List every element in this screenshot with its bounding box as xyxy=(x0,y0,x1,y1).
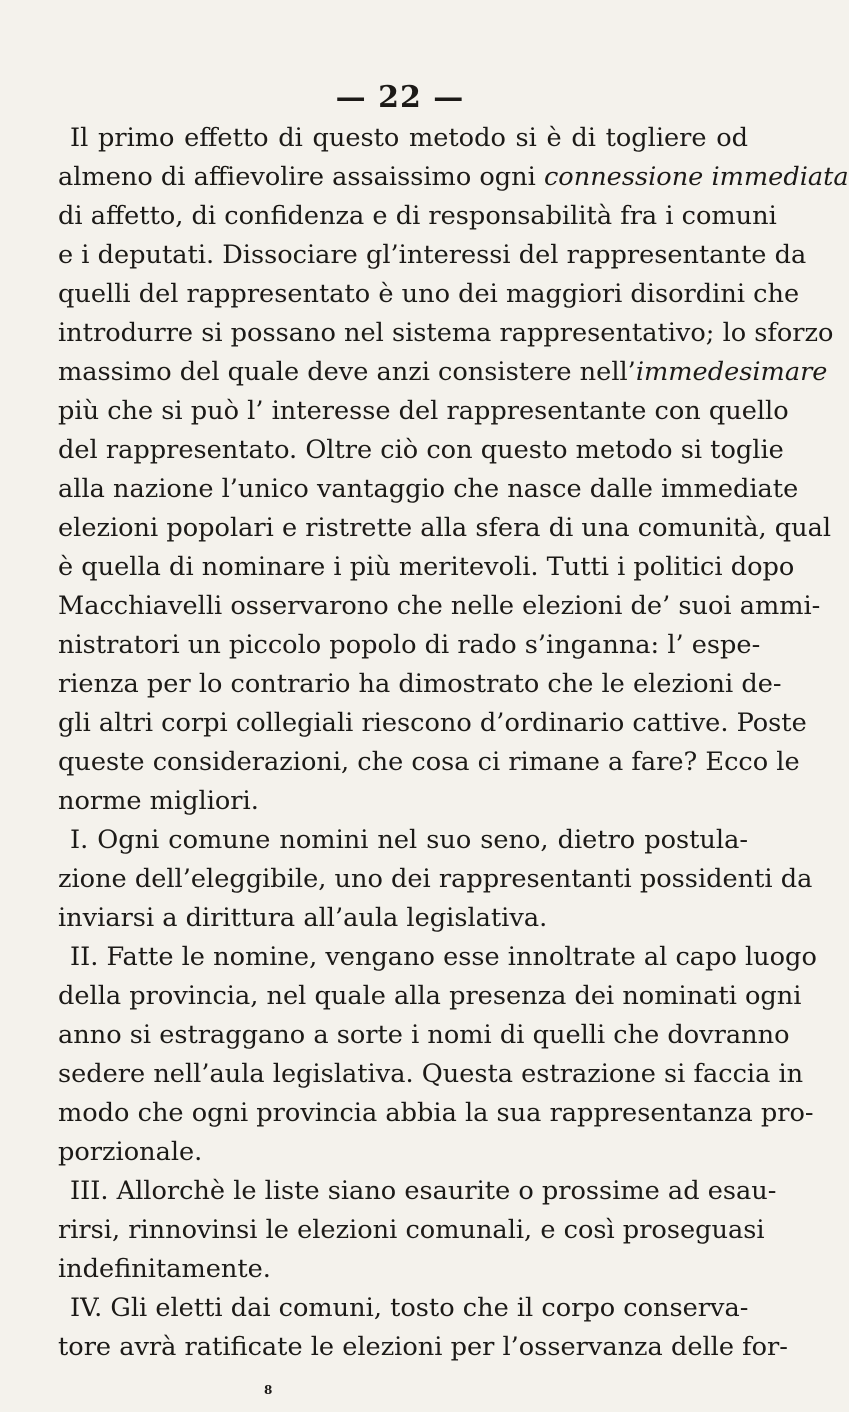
text-line: modo che ogni provincia abbia la sua rappresentanza pro- xyxy=(58,1098,814,1128)
text-line: della provincia, nel quale alla presenza dei nominati ogni xyxy=(58,981,802,1011)
text-line: gli altri corpi collegiali riescono d’ordinario cattive. Poste xyxy=(58,708,807,738)
italic-emphasis: immedesimare xyxy=(635,357,828,387)
text-line: del rappresentato. Oltre ciò con questo metodo si toglie xyxy=(58,435,784,465)
text-line: indefinitamente. xyxy=(58,1254,271,1284)
text-line: rirsi, rinnovinsi le elezioni comunali, e così proseguasi xyxy=(58,1215,765,1245)
page-number: — 22 — xyxy=(335,80,465,115)
text-line: III. Allorchè le liste siano esaurite o prossime ad esau- xyxy=(70,1176,777,1206)
text-segment: almeno di affievolire assaissimo ogni xyxy=(58,162,544,192)
text-line: quelli del rappresentato è uno dei maggiori disordini che xyxy=(58,279,800,309)
text-line: rienza per lo contrario ha dimostrato che le elezioni de- xyxy=(58,669,782,699)
text-line: inviarsi a dirittura all’aula legislativa. xyxy=(58,903,548,933)
text-line: di affetto, di confidenza e di responsabilità fra i comuni xyxy=(58,201,777,231)
text-line: Macchiavelli osservarono che nelle elezioni de’ suoi ammi- xyxy=(58,591,821,621)
text-line: IV. Gli eletti dai comuni, tosto che il corpo conserva- xyxy=(70,1293,749,1323)
text-line: queste considerazioni, che cosa ci rimane a fare? Ecco le xyxy=(58,747,800,777)
text-line xyxy=(58,353,828,392)
text-line: II. Fatte le nomine, vengano esse innoltrate al capo luogo xyxy=(70,942,817,972)
italic-emphasis: connessione immediata xyxy=(543,162,849,192)
body-text xyxy=(58,119,849,1367)
signature-mark: 8 xyxy=(264,1383,273,1397)
text-line: tore avrà ratificate le elezioni per l’osservanza delle for- xyxy=(58,1332,788,1362)
text-line: nistratori un piccolo popolo di rado s’inganna: l’ espe- xyxy=(58,630,761,660)
text-line: porzionale. xyxy=(58,1137,203,1167)
text-line: I. Ogni comune nomini nel suo seno, dietro postula- xyxy=(70,825,748,855)
text-line: anno si estraggano a sorte i nomi di quelli che dovranno xyxy=(58,1020,790,1050)
text-line: Il primo effetto di questo metodo si è di togliere od xyxy=(70,123,748,153)
text-line: è quella di nominare i più meritevoli. Tutti i politici dopo xyxy=(58,552,795,582)
text-line: elezioni popolari e ristrette alla sfera di una comunità, qual xyxy=(58,513,832,543)
text-line: e i deputati. Dissociare gl’interessi del rappresentante da xyxy=(58,240,807,270)
text-line: più che si può l’ interesse del rappresentante con quello xyxy=(58,396,789,426)
text-line xyxy=(58,158,849,197)
text-line: zione dell’eleggibile, uno dei rappresentanti possidenti da xyxy=(58,864,813,894)
text-line: introdurre si possano nel sistema rappresentativo; lo sforzo xyxy=(58,318,834,348)
text-line: sedere nell’aula legislativa. Questa estrazione si faccia in xyxy=(58,1059,804,1089)
text-line: alla nazione l’unico vantaggio che nasce dalle immediate xyxy=(58,474,799,504)
text-line: norme migliori. xyxy=(58,786,259,816)
text-segment: massimo del quale deve anzi consistere nell’ xyxy=(58,357,636,387)
